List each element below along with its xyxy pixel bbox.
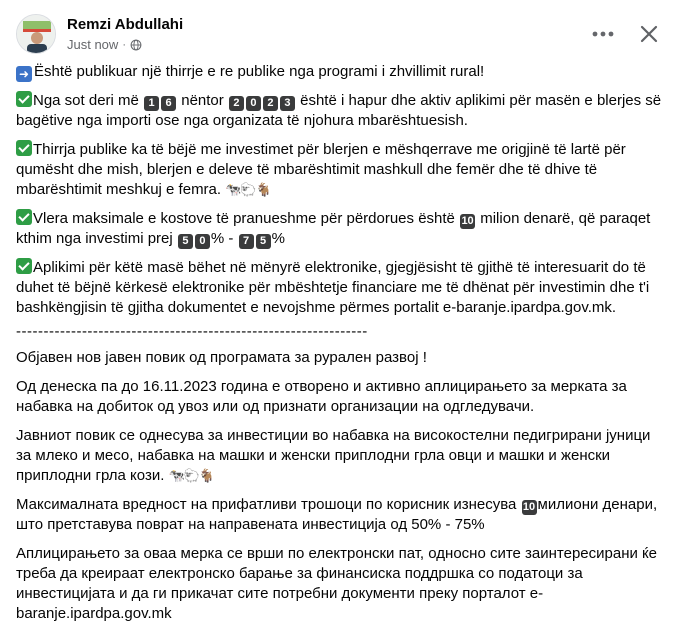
paragraph-3	[16, 140, 668, 200]
p2-text-c: është i hapur dhe aktiv aplikimi për masën e blerjes së bagëtive nga importi ose nga organizata të njohura mbarështuesish.	[16, 92, 662, 129]
keycap-digit: 7	[239, 234, 254, 249]
keycap-ten: 10	[461, 215, 474, 227]
keycap-digit: 3	[280, 96, 295, 111]
paragraph-5	[16, 258, 668, 318]
paragraph-1	[16, 62, 668, 82]
p4-text-b: milion denarë, që paraqet kthim nga investimi prej	[16, 210, 651, 247]
post-meta	[67, 37, 142, 52]
livestock-emoji: 🐄🐑🐐	[225, 182, 271, 197]
p5-text: Aplikimi për këtë masë bëhet në mënyrë elektronike, gjegjësisht të gjithë të interesuarit do të duhet të bëjnë kërkesë elektronike për mbështetje financiare me të dhënat për investimin dhe t'i bashkëngjisin të gjitha dokumentet e nevojshme përmes portalit e-baranje.ipardpa.gov.mk.	[16, 259, 650, 316]
p3-text: Thirrja publike ka të bëjë me investimet për blerjen e mëshqerrave me origjinë të lartë për qumësht dhe mish, blerjen e deleve të mbarështimit mashkull dhe femër dhe të dhive të mbarështimit meshkuj e femra.	[16, 141, 626, 198]
mk-paragraph-1: Објавен нов јавен повик од програмата за рурален развој !	[16, 349, 427, 366]
keycap-digit: 0	[246, 96, 261, 111]
keycap-ten: 10	[522, 501, 536, 513]
p2-text-b: nëntor	[181, 92, 224, 109]
p4-pct-1: % -	[210, 230, 234, 247]
keycap-digit: 5	[178, 234, 193, 249]
p4-pct-2: %	[271, 230, 285, 247]
p2-text-a: Nga sot deri më	[33, 92, 139, 109]
author-name[interactable]: Remzi Abdullahi	[67, 16, 184, 33]
separator-line: ----------------------------------------------------------------	[16, 323, 368, 340]
mk-paragraph-4	[16, 495, 668, 535]
keycap-digit: 0	[195, 234, 210, 249]
keycap-digit: 5	[256, 234, 271, 249]
close-button[interactable]	[633, 18, 665, 50]
timestamp[interactable]: Just now	[67, 37, 119, 52]
mk-paragraph-2: Од денеска па до 16.11.2023 година е отворено и активно аплицирањето за мерката за набавка на добиток од увоз или од признати организации на одгледувачи.	[16, 378, 627, 415]
keycap-digit: 6	[161, 96, 176, 111]
more-options-button[interactable]	[589, 20, 617, 48]
close-icon	[640, 25, 658, 43]
m3-text: Јавниот повик се однесува за инвестиции во набавка на високостелни педигрирани јуници за млеко и месо, набавка на машки и женски приплодни грла овци и машки и женски приплодни грла кози.	[16, 427, 651, 484]
check-icon	[16, 140, 32, 156]
paragraph-4	[16, 209, 668, 249]
check-icon	[16, 258, 32, 274]
m4-text-b: милиони денари, што претставува поврат на направената инвестиција од 50% - 75%	[16, 496, 658, 533]
p1-text: Është publikuar një thirrje e re publike nga programi i zhvillimit rural!	[34, 63, 485, 80]
keycap-digit: 2	[263, 96, 278, 111]
post-header	[16, 14, 665, 58]
p4-text-a: Vlera maksimale e kostove të pranueshme për përdorues është	[33, 210, 455, 227]
mk-paragraph-3	[16, 426, 668, 486]
mk-paragraph-5: Аплицирањето за оваа мерка се врши по електронски пат, односно сите заинтересирани ќе треба да креираат електронско барање за финансиска поддршка со податоци за инвестицијата и да ги прикачат сите потребни документи преку порталот e-baranje.ipardpa.gov.mk	[16, 545, 657, 622]
ellipsis-icon	[592, 31, 614, 37]
globe-icon[interactable]	[130, 39, 142, 51]
paragraph-2	[16, 91, 668, 131]
check-icon	[16, 91, 32, 107]
avatar-image	[17, 15, 56, 54]
post-body	[16, 62, 668, 633]
avatar[interactable]	[16, 14, 56, 54]
right-arrow-icon: ➜	[16, 66, 32, 82]
m4-text-a: Максималната вредност на прифатливи трошоци по корисник изнесува	[16, 496, 517, 513]
keycap-digit: 1	[144, 96, 159, 111]
keycap-digit: 2	[229, 96, 244, 111]
check-icon	[16, 209, 32, 225]
livestock-emoji: 🐄🐑🐐	[168, 468, 215, 483]
meta-separator: ·	[122, 38, 126, 51]
